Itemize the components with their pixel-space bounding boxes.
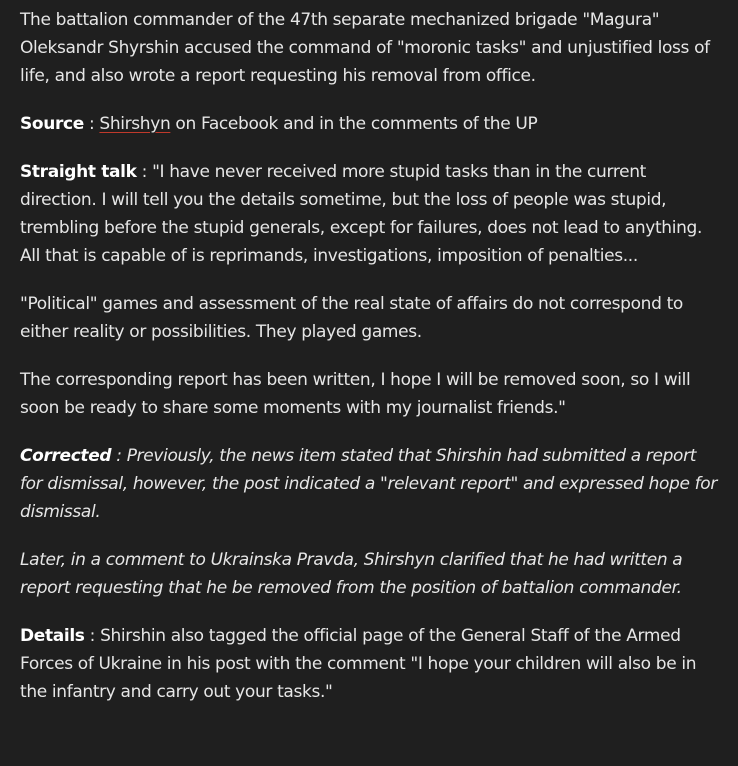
details-label: Details bbox=[20, 626, 85, 646]
straight-talk-label: Straight talk bbox=[20, 162, 137, 182]
source-text: on Facebook and in the comments of the UP bbox=[170, 114, 538, 134]
straight-talk-separator: : bbox=[136, 162, 153, 182]
quote-paragraph-political: "Political" games and assessment of the real state of affairs do not correspond to either reality or possibilities. They played games. bbox=[20, 294, 683, 342]
source-separator: : bbox=[83, 114, 100, 134]
details-paragraph bbox=[20, 622, 718, 706]
quote-paragraph-report: The corresponding report has been written, I hope I will be removed soon, so I will soon be ready to share some moments with my journalist friends." bbox=[20, 370, 691, 418]
corrected-paragraph bbox=[20, 442, 718, 526]
later-paragraph: Later, in a comment to Ukrainska Pravda, Shirshyn clarified that he had written a report requesting that he be removed from the position of battalion commander. bbox=[20, 550, 683, 598]
source-link[interactable]: Shirshyn bbox=[99, 114, 171, 134]
details-text: Shirshin also tagged the official page of the General Staff of the Armed Forces of Ukraine in his post with the comment "I hope your children will also be in the infantry and carry out your tasks." bbox=[20, 626, 697, 702]
corrected-text: Previously, the news item stated that Shirshin had submitted a report for dismissal, however, the post indicated a "relevant report" and expressed hope for dismissal. bbox=[20, 446, 717, 522]
corrected-label: Corrected bbox=[20, 446, 112, 466]
details-separator: : bbox=[84, 626, 101, 646]
lead-paragraph: The battalion commander of the 47th separate mechanized brigade "Magura" Oleksandr Shyrshin accused the command of "moronic tasks" and unjustified loss of life, and also wrote a report requesting his removal from office. bbox=[20, 10, 710, 86]
straight-talk-paragraph bbox=[20, 158, 718, 270]
straight-talk-text: "I have never received more stupid tasks than in the current direction. I will tell you the details sometime, but the loss of people was stupid, trembling before the stupid generals, except for failures, does not lead to anything. All that is capable of is reprimands, investigations, imposition of penalties... bbox=[20, 162, 702, 266]
source-paragraph bbox=[20, 110, 718, 138]
source-label: Source bbox=[20, 114, 84, 134]
corrected-separator: : bbox=[111, 446, 127, 466]
